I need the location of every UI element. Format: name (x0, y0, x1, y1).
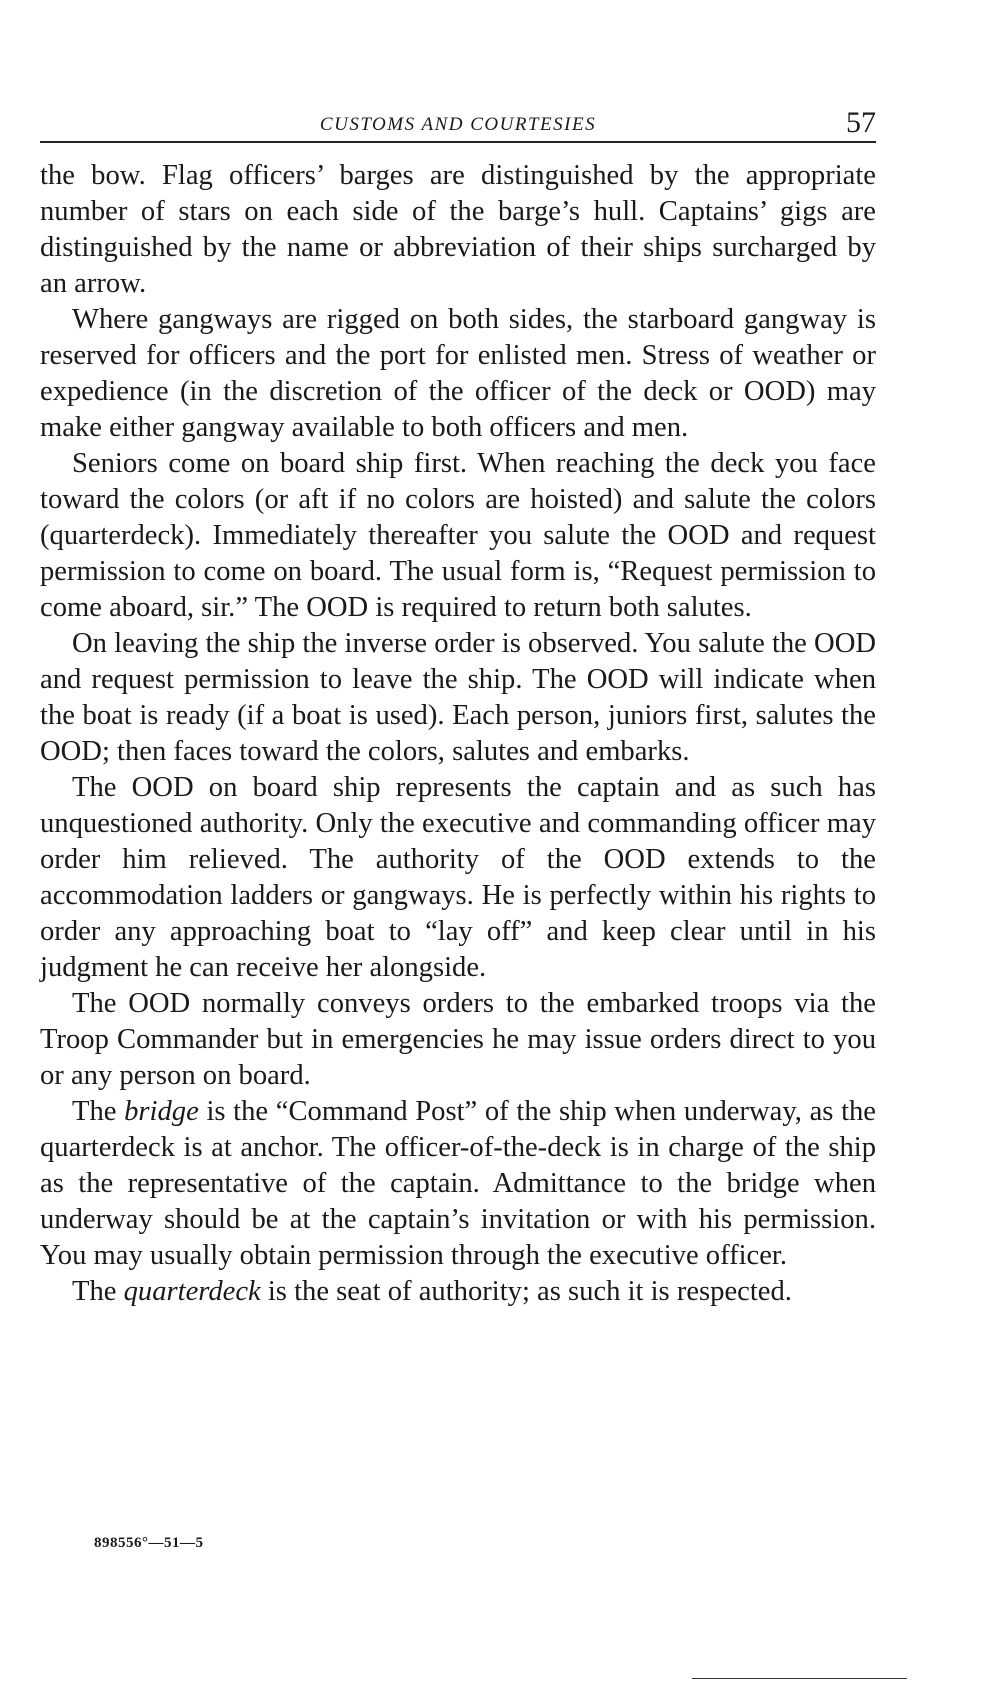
paragraph-gangways: Where gangways are rigged on both sides, the starboard gangway is reserved for officers and the port for enlisted men. Stress of weather or expedience (in the discretion of the officer of the deck or OOD) may make either gangway available to both officers and men. (40, 304, 876, 443)
paragraph-quarterdeck (40, 1274, 876, 1310)
bridge-rest: is the “Command Post” of the ship when underway, as the quarterdeck is at anchor. The officer-of-the-deck is in charge of the ship as the representative of the captain. Admittance to the bridge when underway should be at the captain’s invitation or with his permission. You may usually obtain permission through the executive officer. (40, 1096, 877, 1271)
paragraph-leaving: On leaving the ship the inverse order is observed. You salute the OOD and request permission to leave the ship. The OOD will indicate when the boat is ready (if a boat is used). Each person, juniors first, salutes the OOD; then faces toward the colors, salutes and embarks. (40, 628, 876, 767)
paragraph-bridge (40, 1094, 876, 1274)
paragraph-ood-orders: The OOD normally conveys orders to the embarked troops via the Troop Commander but in emergencies he may issue orders direct to you or any person on board. (40, 988, 876, 1091)
quarterdeck-rest: is the seat of authority; as such it is respected. (260, 1276, 792, 1307)
paragraph-ood-authority: The OOD on board ship represents the captain and as such has unquestioned authority. Only the executive and commanding officer may order him relieved. The authority of the OOD extends to the accommodation ladders or gangways. He is perfectly within his rights to order any approaching boat to “lay off” and keep clear until in his judgment he can receive her alongside. (40, 772, 876, 983)
running-head (40, 106, 876, 144)
bottom-rule (692, 1678, 907, 1679)
bridge-lead: The (72, 1096, 125, 1127)
quarterdeck-term: quarterdeck (123, 1276, 261, 1307)
quarterdeck-lead: The (72, 1276, 124, 1307)
print-code: 898556°—51—5 (94, 1535, 204, 1551)
header-rule (40, 141, 876, 143)
page-number: 57 (846, 106, 876, 139)
paragraph-boarding: Seniors come on board ship first. When reaching the deck you face toward the colors (or aft if no colors are hoisted) and salute the colors (quarterdeck). Immediately thereafter you salute the OOD and request permission to come on board. The usual form is, “Request permission to come aboard, sir.” The OOD is required to return both salutes. (40, 448, 876, 623)
body-text (40, 158, 876, 1310)
paragraph-boats: the bow. Flag officers’ barges are distinguished by the appropriate number of stars on each side of the barge’s hull. Captains’ gigs are distinguished by the name or abbreviation of their ships surcharged by an arrow. (40, 160, 876, 299)
bridge-term: bridge (124, 1096, 199, 1127)
running-title: CUSTOMS AND COURTESIES (319, 114, 597, 135)
